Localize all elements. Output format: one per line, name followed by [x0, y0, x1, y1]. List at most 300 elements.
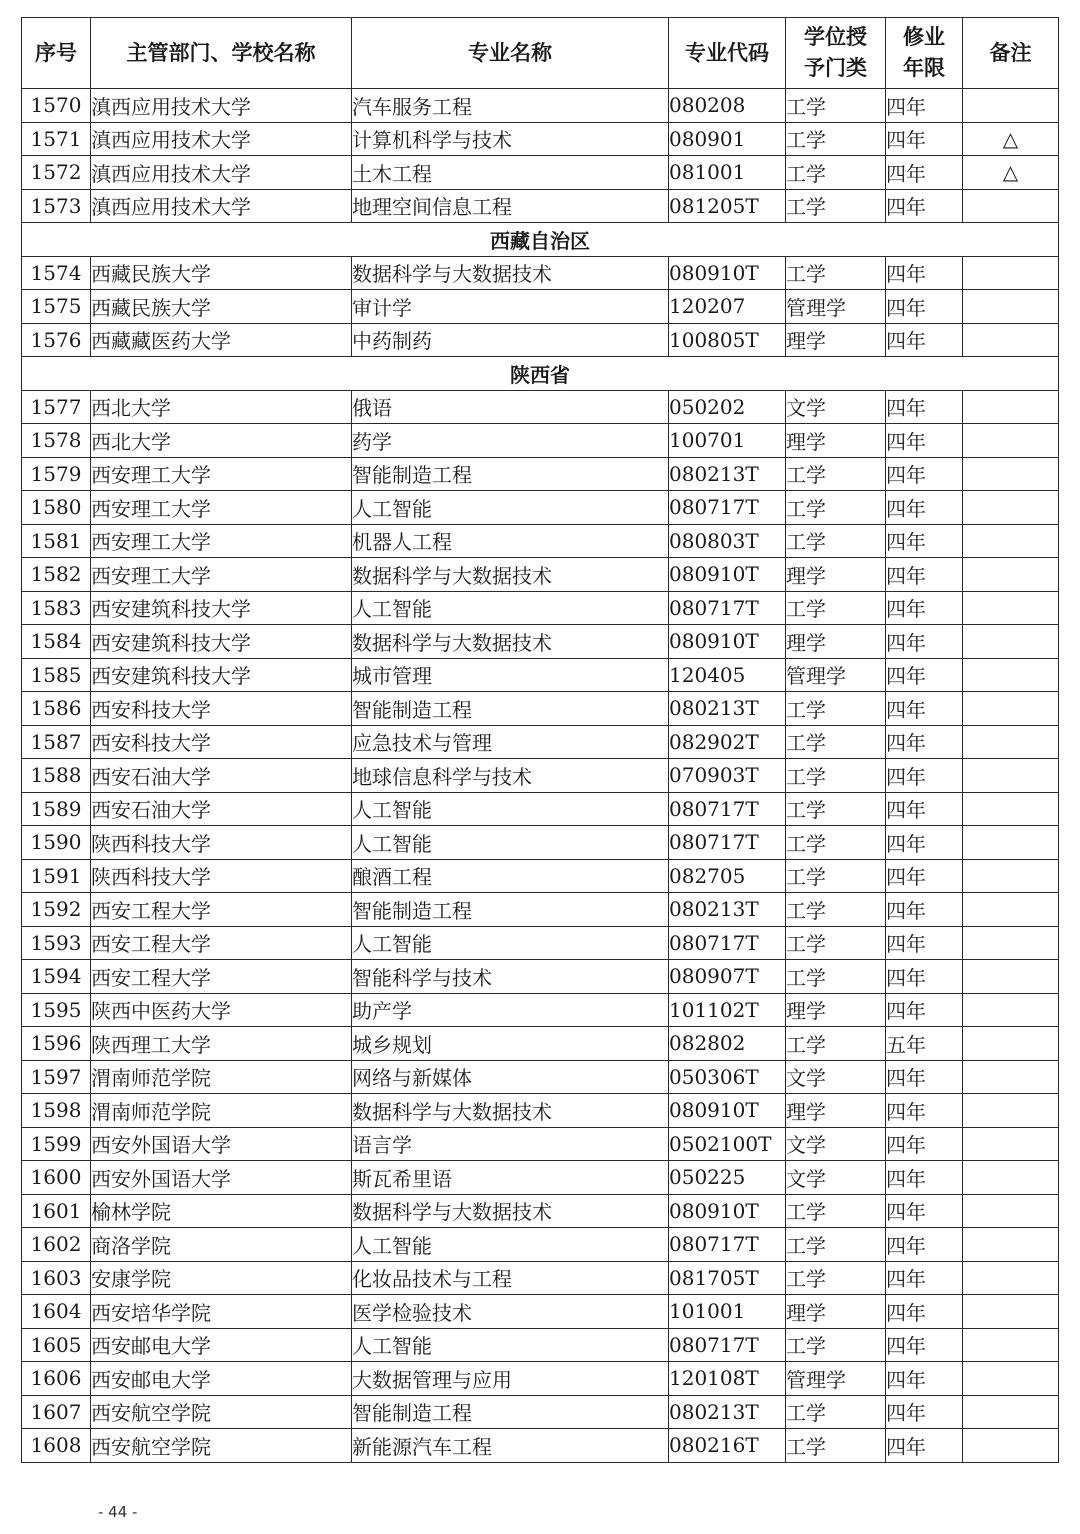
code-cell: 082902T: [669, 725, 786, 759]
major-cell: 数据科学与大数据技术: [352, 1094, 669, 1128]
major-cell: 药学: [352, 424, 669, 458]
note-cell: [963, 1328, 1059, 1362]
degree-cell: 理学: [786, 323, 886, 357]
major-cell: 应急技术与管理: [352, 725, 669, 759]
degree-cell: 工学: [786, 692, 886, 726]
major-cell: 语言学: [352, 1127, 669, 1161]
seq-cell: 1585: [22, 658, 91, 692]
code-cell: 080803T: [669, 524, 786, 558]
school-cell: 渭南师范学院: [91, 1060, 352, 1094]
note-cell: [963, 1060, 1059, 1094]
major-cell: 智能制造工程: [352, 893, 669, 927]
years-cell: 四年: [886, 1228, 963, 1262]
table-row: [22, 759, 1059, 793]
years-cell: 五年: [886, 1027, 963, 1061]
major-cell: 中药制药: [352, 323, 669, 357]
degree-cell: 文学: [786, 1127, 886, 1161]
degree-cell: 工学: [786, 859, 886, 893]
region-heading: 陕西省: [22, 357, 1059, 391]
table-row: [22, 156, 1059, 190]
note-cell: [963, 1094, 1059, 1128]
note-cell: [963, 759, 1059, 793]
table-row: [22, 1395, 1059, 1429]
school-cell: 渭南师范学院: [91, 1094, 352, 1128]
note-cell: [963, 189, 1059, 223]
years-cell: 四年: [886, 290, 963, 324]
major-cell: 俄语: [352, 390, 669, 424]
code-cell: 080907T: [669, 960, 786, 994]
note-cell: [963, 524, 1059, 558]
seq-cell: 1599: [22, 1127, 91, 1161]
note-cell: △: [963, 156, 1059, 190]
major-cell: 智能制造工程: [352, 692, 669, 726]
years-cell: 四年: [886, 893, 963, 927]
years-cell: 四年: [886, 759, 963, 793]
school-cell: 商洛学院: [91, 1228, 352, 1262]
seq-cell: 1606: [22, 1362, 91, 1396]
degree-cell: 工学: [786, 89, 886, 123]
years-cell: 四年: [886, 692, 963, 726]
degree-cell: 理学: [786, 1094, 886, 1128]
degree-cell: 文学: [786, 390, 886, 424]
major-cell: 新能源汽车工程: [352, 1429, 669, 1463]
note-cell: [963, 591, 1059, 625]
major-cell: 人工智能: [352, 491, 669, 525]
note-cell: [963, 323, 1059, 357]
table-row: [22, 725, 1059, 759]
degree-cell: 工学: [786, 826, 886, 860]
major-cell: 数据科学与大数据技术: [352, 1194, 669, 1228]
code-cell: 080717T: [669, 1328, 786, 1362]
table-row: [22, 960, 1059, 994]
degree-cell: 工学: [786, 1194, 886, 1228]
degree-cell: 工学: [786, 156, 886, 190]
seq-cell: 1598: [22, 1094, 91, 1128]
code-cell: 120108T: [669, 1362, 786, 1396]
major-cell: 地球信息科学与技术: [352, 759, 669, 793]
degree-cell: 工学: [786, 1429, 886, 1463]
seq-cell: 1595: [22, 993, 91, 1027]
note-cell: [963, 1161, 1059, 1195]
school-cell: 西安理工大学: [91, 524, 352, 558]
major-cell: 审计学: [352, 290, 669, 324]
code-cell: 080910T: [669, 558, 786, 592]
years-cell: 四年: [886, 524, 963, 558]
degree-cell: 工学: [786, 457, 886, 491]
degree-cell: 理学: [786, 993, 886, 1027]
years-cell: 四年: [886, 725, 963, 759]
seq-cell: 1604: [22, 1295, 91, 1329]
code-cell: 080901: [669, 122, 786, 156]
note-cell: [963, 424, 1059, 458]
note-cell: [963, 558, 1059, 592]
code-cell: 120207: [669, 290, 786, 324]
years-cell: 四年: [886, 1060, 963, 1094]
seq-cell: 1582: [22, 558, 91, 592]
school-cell: 西安科技大学: [91, 692, 352, 726]
note-cell: [963, 993, 1059, 1027]
region-heading: 西藏自治区: [22, 223, 1059, 257]
degree-cell: 理学: [786, 625, 886, 659]
school-cell: 滇西应用技术大学: [91, 189, 352, 223]
table-row: [22, 122, 1059, 156]
table-row: [22, 323, 1059, 357]
school-cell: 西安工程大学: [91, 893, 352, 927]
code-cell: 080910T: [669, 625, 786, 659]
school-cell: 滇西应用技术大学: [91, 122, 352, 156]
school-cell: 西安建筑科技大学: [91, 591, 352, 625]
major-cell: 人工智能: [352, 591, 669, 625]
degree-cell: 工学: [786, 122, 886, 156]
seq-cell: 1584: [22, 625, 91, 659]
table-row: [22, 1295, 1059, 1329]
school-cell: 西安工程大学: [91, 960, 352, 994]
major-cell: 智能制造工程: [352, 1395, 669, 1429]
major-cell: 人工智能: [352, 1228, 669, 1262]
note-cell: [963, 457, 1059, 491]
degree-cell: 工学: [786, 256, 886, 290]
degree-cell: 工学: [786, 1261, 886, 1295]
code-cell: 080717T: [669, 491, 786, 525]
note-cell: [963, 658, 1059, 692]
years-cell: 四年: [886, 1161, 963, 1195]
degree-cell: 工学: [786, 1027, 886, 1061]
degree-cell: 工学: [786, 1328, 886, 1362]
degree-cell: 工学: [786, 725, 886, 759]
table-row: [22, 1362, 1059, 1396]
note-cell: [963, 893, 1059, 927]
seq-cell: 1603: [22, 1261, 91, 1295]
major-cell: 医学检验技术: [352, 1295, 669, 1329]
code-cell: 050306T: [669, 1060, 786, 1094]
seq-cell: 1600: [22, 1161, 91, 1195]
school-cell: 西安科技大学: [91, 725, 352, 759]
seq-cell: 1594: [22, 960, 91, 994]
note-cell: [963, 491, 1059, 525]
code-cell: 080717T: [669, 826, 786, 860]
seq-cell: 1587: [22, 725, 91, 759]
degree-cell: 文学: [786, 1161, 886, 1195]
years-cell: 四年: [886, 424, 963, 458]
years-cell: 四年: [886, 1429, 963, 1463]
code-cell: 080717T: [669, 1228, 786, 1262]
degree-cell: 工学: [786, 1395, 886, 1429]
school-cell: 西藏民族大学: [91, 290, 352, 324]
years-cell: 四年: [886, 1362, 963, 1396]
degree-cell: 工学: [786, 524, 886, 558]
years-cell: 四年: [886, 491, 963, 525]
years-cell: 四年: [886, 1295, 963, 1329]
school-cell: 陕西科技大学: [91, 859, 352, 893]
seq-cell: 1593: [22, 926, 91, 960]
note-cell: [963, 1127, 1059, 1161]
note-cell: [963, 625, 1059, 659]
major-cell: 汽车服务工程: [352, 89, 669, 123]
major-cell: 网络与新媒体: [352, 1060, 669, 1094]
table-row: [22, 457, 1059, 491]
degree-cell: 工学: [786, 189, 886, 223]
school-cell: 陕西中医药大学: [91, 993, 352, 1027]
code-cell: 050202: [669, 390, 786, 424]
code-cell: 100701: [669, 424, 786, 458]
table-row: [22, 926, 1059, 960]
major-cell: 助产学: [352, 993, 669, 1027]
seq-cell: 1581: [22, 524, 91, 558]
school-cell: 西北大学: [91, 390, 352, 424]
code-cell: 120405: [669, 658, 786, 692]
page-number: - 44 -: [98, 1503, 138, 1521]
note-cell: [963, 960, 1059, 994]
school-cell: 西安外国语大学: [91, 1161, 352, 1195]
table-row: [22, 1429, 1059, 1463]
code-cell: 100805T: [669, 323, 786, 357]
seq-cell: 1589: [22, 792, 91, 826]
note-cell: [963, 926, 1059, 960]
code-cell: 080213T: [669, 457, 786, 491]
code-cell: 080216T: [669, 1429, 786, 1463]
seq-cell: 1571: [22, 122, 91, 156]
header-years-line1: 修业: [903, 25, 945, 49]
note-cell: [963, 692, 1059, 726]
degree-cell: 管理学: [786, 290, 886, 324]
seq-cell: 1601: [22, 1194, 91, 1228]
seq-cell: 1576: [22, 323, 91, 357]
major-cell: 机器人工程: [352, 524, 669, 558]
seq-cell: 1583: [22, 591, 91, 625]
years-cell: 四年: [886, 89, 963, 123]
school-cell: 西北大学: [91, 424, 352, 458]
table-body: [22, 89, 1059, 1463]
code-cell: 082705: [669, 859, 786, 893]
note-cell: [963, 1395, 1059, 1429]
code-cell: 080213T: [669, 893, 786, 927]
header-years: [886, 18, 963, 89]
seq-cell: 1574: [22, 256, 91, 290]
school-cell: 西藏藏医药大学: [91, 323, 352, 357]
major-cell: 大数据管理与应用: [352, 1362, 669, 1396]
degree-cell: 工学: [786, 1228, 886, 1262]
years-cell: 四年: [886, 390, 963, 424]
seq-cell: 1588: [22, 759, 91, 793]
school-cell: 西安理工大学: [91, 558, 352, 592]
code-cell: 101102T: [669, 993, 786, 1027]
seq-cell: 1579: [22, 457, 91, 491]
note-cell: [963, 1429, 1059, 1463]
school-cell: 西安工程大学: [91, 926, 352, 960]
years-cell: 四年: [886, 1127, 963, 1161]
years-cell: 四年: [886, 926, 963, 960]
note-cell: [963, 1261, 1059, 1295]
degree-cell: 工学: [786, 960, 886, 994]
note-cell: [963, 859, 1059, 893]
degree-cell: 理学: [786, 558, 886, 592]
major-cell: 酿酒工程: [352, 859, 669, 893]
school-cell: 西安航空学院: [91, 1395, 352, 1429]
header-code: 专业代码: [669, 18, 786, 89]
seq-cell: 1572: [22, 156, 91, 190]
years-cell: 四年: [886, 960, 963, 994]
code-cell: 050225: [669, 1161, 786, 1195]
code-cell: 081205T: [669, 189, 786, 223]
years-cell: 四年: [886, 826, 963, 860]
school-cell: 西安石油大学: [91, 759, 352, 793]
major-cell: 化妆品技术与工程: [352, 1261, 669, 1295]
code-cell: 080910T: [669, 256, 786, 290]
school-cell: 西安航空学院: [91, 1429, 352, 1463]
header-major: 专业名称: [352, 18, 669, 89]
table-row: [22, 993, 1059, 1027]
seq-cell: 1577: [22, 390, 91, 424]
school-cell: 西安石油大学: [91, 792, 352, 826]
school-cell: 西藏民族大学: [91, 256, 352, 290]
degree-cell: 工学: [786, 759, 886, 793]
table-header: [22, 18, 1059, 89]
code-cell: 082802: [669, 1027, 786, 1061]
note-cell: [963, 390, 1059, 424]
seq-cell: 1573: [22, 189, 91, 223]
school-cell: 安康学院: [91, 1261, 352, 1295]
seq-cell: 1592: [22, 893, 91, 927]
header-years-line2: 年限: [903, 56, 945, 80]
code-cell: 0502100T: [669, 1127, 786, 1161]
region-row: [22, 357, 1059, 391]
school-cell: 滇西应用技术大学: [91, 156, 352, 190]
major-cell: 数据科学与大数据技术: [352, 256, 669, 290]
major-cell: 智能科学与技术: [352, 960, 669, 994]
years-cell: 四年: [886, 1094, 963, 1128]
seq-cell: 1586: [22, 692, 91, 726]
table-row: [22, 1127, 1059, 1161]
code-cell: 080717T: [669, 591, 786, 625]
majors-table: [21, 17, 1059, 1463]
code-cell: 080208: [669, 89, 786, 123]
note-cell: [963, 1194, 1059, 1228]
code-cell: 101001: [669, 1295, 786, 1329]
years-cell: 四年: [886, 558, 963, 592]
school-cell: 西安邮电大学: [91, 1362, 352, 1396]
seq-cell: 1602: [22, 1228, 91, 1262]
note-cell: [963, 1228, 1059, 1262]
degree-cell: 工学: [786, 926, 886, 960]
code-cell: 080910T: [669, 1194, 786, 1228]
major-cell: 城乡规划: [352, 1027, 669, 1061]
school-cell: 西安邮电大学: [91, 1328, 352, 1362]
note-cell: [963, 1295, 1059, 1329]
major-cell: 土木工程: [352, 156, 669, 190]
school-cell: 西安建筑科技大学: [91, 658, 352, 692]
header-note: 备注: [963, 18, 1059, 89]
seq-cell: 1607: [22, 1395, 91, 1429]
code-cell: 081705T: [669, 1261, 786, 1295]
header-degree-line1: 学位授: [804, 25, 867, 49]
table-row: [22, 1027, 1059, 1061]
table-row: [22, 1228, 1059, 1262]
years-cell: 四年: [886, 1395, 963, 1429]
seq-cell: 1590: [22, 826, 91, 860]
major-cell: 人工智能: [352, 792, 669, 826]
major-cell: 计算机科学与技术: [352, 122, 669, 156]
table-row: [22, 1060, 1059, 1094]
code-cell: 070903T: [669, 759, 786, 793]
seq-cell: 1575: [22, 290, 91, 324]
years-cell: 四年: [886, 625, 963, 659]
header-degree-line2: 予门类: [804, 56, 867, 80]
table-row: [22, 491, 1059, 525]
years-cell: 四年: [886, 122, 963, 156]
table-row: [22, 390, 1059, 424]
years-cell: 四年: [886, 993, 963, 1027]
table-row: [22, 1328, 1059, 1362]
major-cell: 数据科学与大数据技术: [352, 558, 669, 592]
table-row: [22, 792, 1059, 826]
code-cell: 080717T: [669, 926, 786, 960]
seq-cell: 1605: [22, 1328, 91, 1362]
header-school: 主管部门、学校名称: [91, 18, 352, 89]
degree-cell: 工学: [786, 491, 886, 525]
header-seq: 序号: [22, 18, 91, 89]
table-row: [22, 1194, 1059, 1228]
degree-cell: 工学: [786, 591, 886, 625]
code-cell: 080213T: [669, 692, 786, 726]
years-cell: 四年: [886, 256, 963, 290]
years-cell: 四年: [886, 658, 963, 692]
table-row: [22, 658, 1059, 692]
major-cell: 人工智能: [352, 1328, 669, 1362]
table-row: [22, 591, 1059, 625]
seq-cell: 1570: [22, 89, 91, 123]
degree-cell: 理学: [786, 424, 886, 458]
note-cell: [963, 1362, 1059, 1396]
note-cell: [963, 89, 1059, 123]
note-cell: [963, 826, 1059, 860]
degree-cell: 理学: [786, 1295, 886, 1329]
school-cell: 陕西理工大学: [91, 1027, 352, 1061]
years-cell: 四年: [886, 859, 963, 893]
school-cell: 西安外国语大学: [91, 1127, 352, 1161]
table-row: [22, 189, 1059, 223]
school-cell: 西安建筑科技大学: [91, 625, 352, 659]
table-row: [22, 826, 1059, 860]
school-cell: 西安理工大学: [91, 457, 352, 491]
school-cell: 榆林学院: [91, 1194, 352, 1228]
major-cell: 数据科学与大数据技术: [352, 625, 669, 659]
table-row: [22, 893, 1059, 927]
code-cell: 080213T: [669, 1395, 786, 1429]
years-cell: 四年: [886, 591, 963, 625]
years-cell: 四年: [886, 1328, 963, 1362]
seq-cell: 1591: [22, 859, 91, 893]
code-cell: 080717T: [669, 792, 786, 826]
years-cell: 四年: [886, 156, 963, 190]
table-row: [22, 524, 1059, 558]
major-cell: 斯瓦希里语: [352, 1161, 669, 1195]
code-cell: 081001: [669, 156, 786, 190]
major-cell: 人工智能: [352, 826, 669, 860]
table-row: [22, 692, 1059, 726]
seq-cell: 1578: [22, 424, 91, 458]
note-cell: [963, 290, 1059, 324]
years-cell: 四年: [886, 457, 963, 491]
major-cell: 地理空间信息工程: [352, 189, 669, 223]
degree-cell: 文学: [786, 1060, 886, 1094]
school-cell: 陕西科技大学: [91, 826, 352, 860]
note-cell: [963, 792, 1059, 826]
table-row: [22, 1094, 1059, 1128]
school-cell: 西安理工大学: [91, 491, 352, 525]
years-cell: 四年: [886, 1194, 963, 1228]
note-cell: [963, 1027, 1059, 1061]
seq-cell: 1580: [22, 491, 91, 525]
